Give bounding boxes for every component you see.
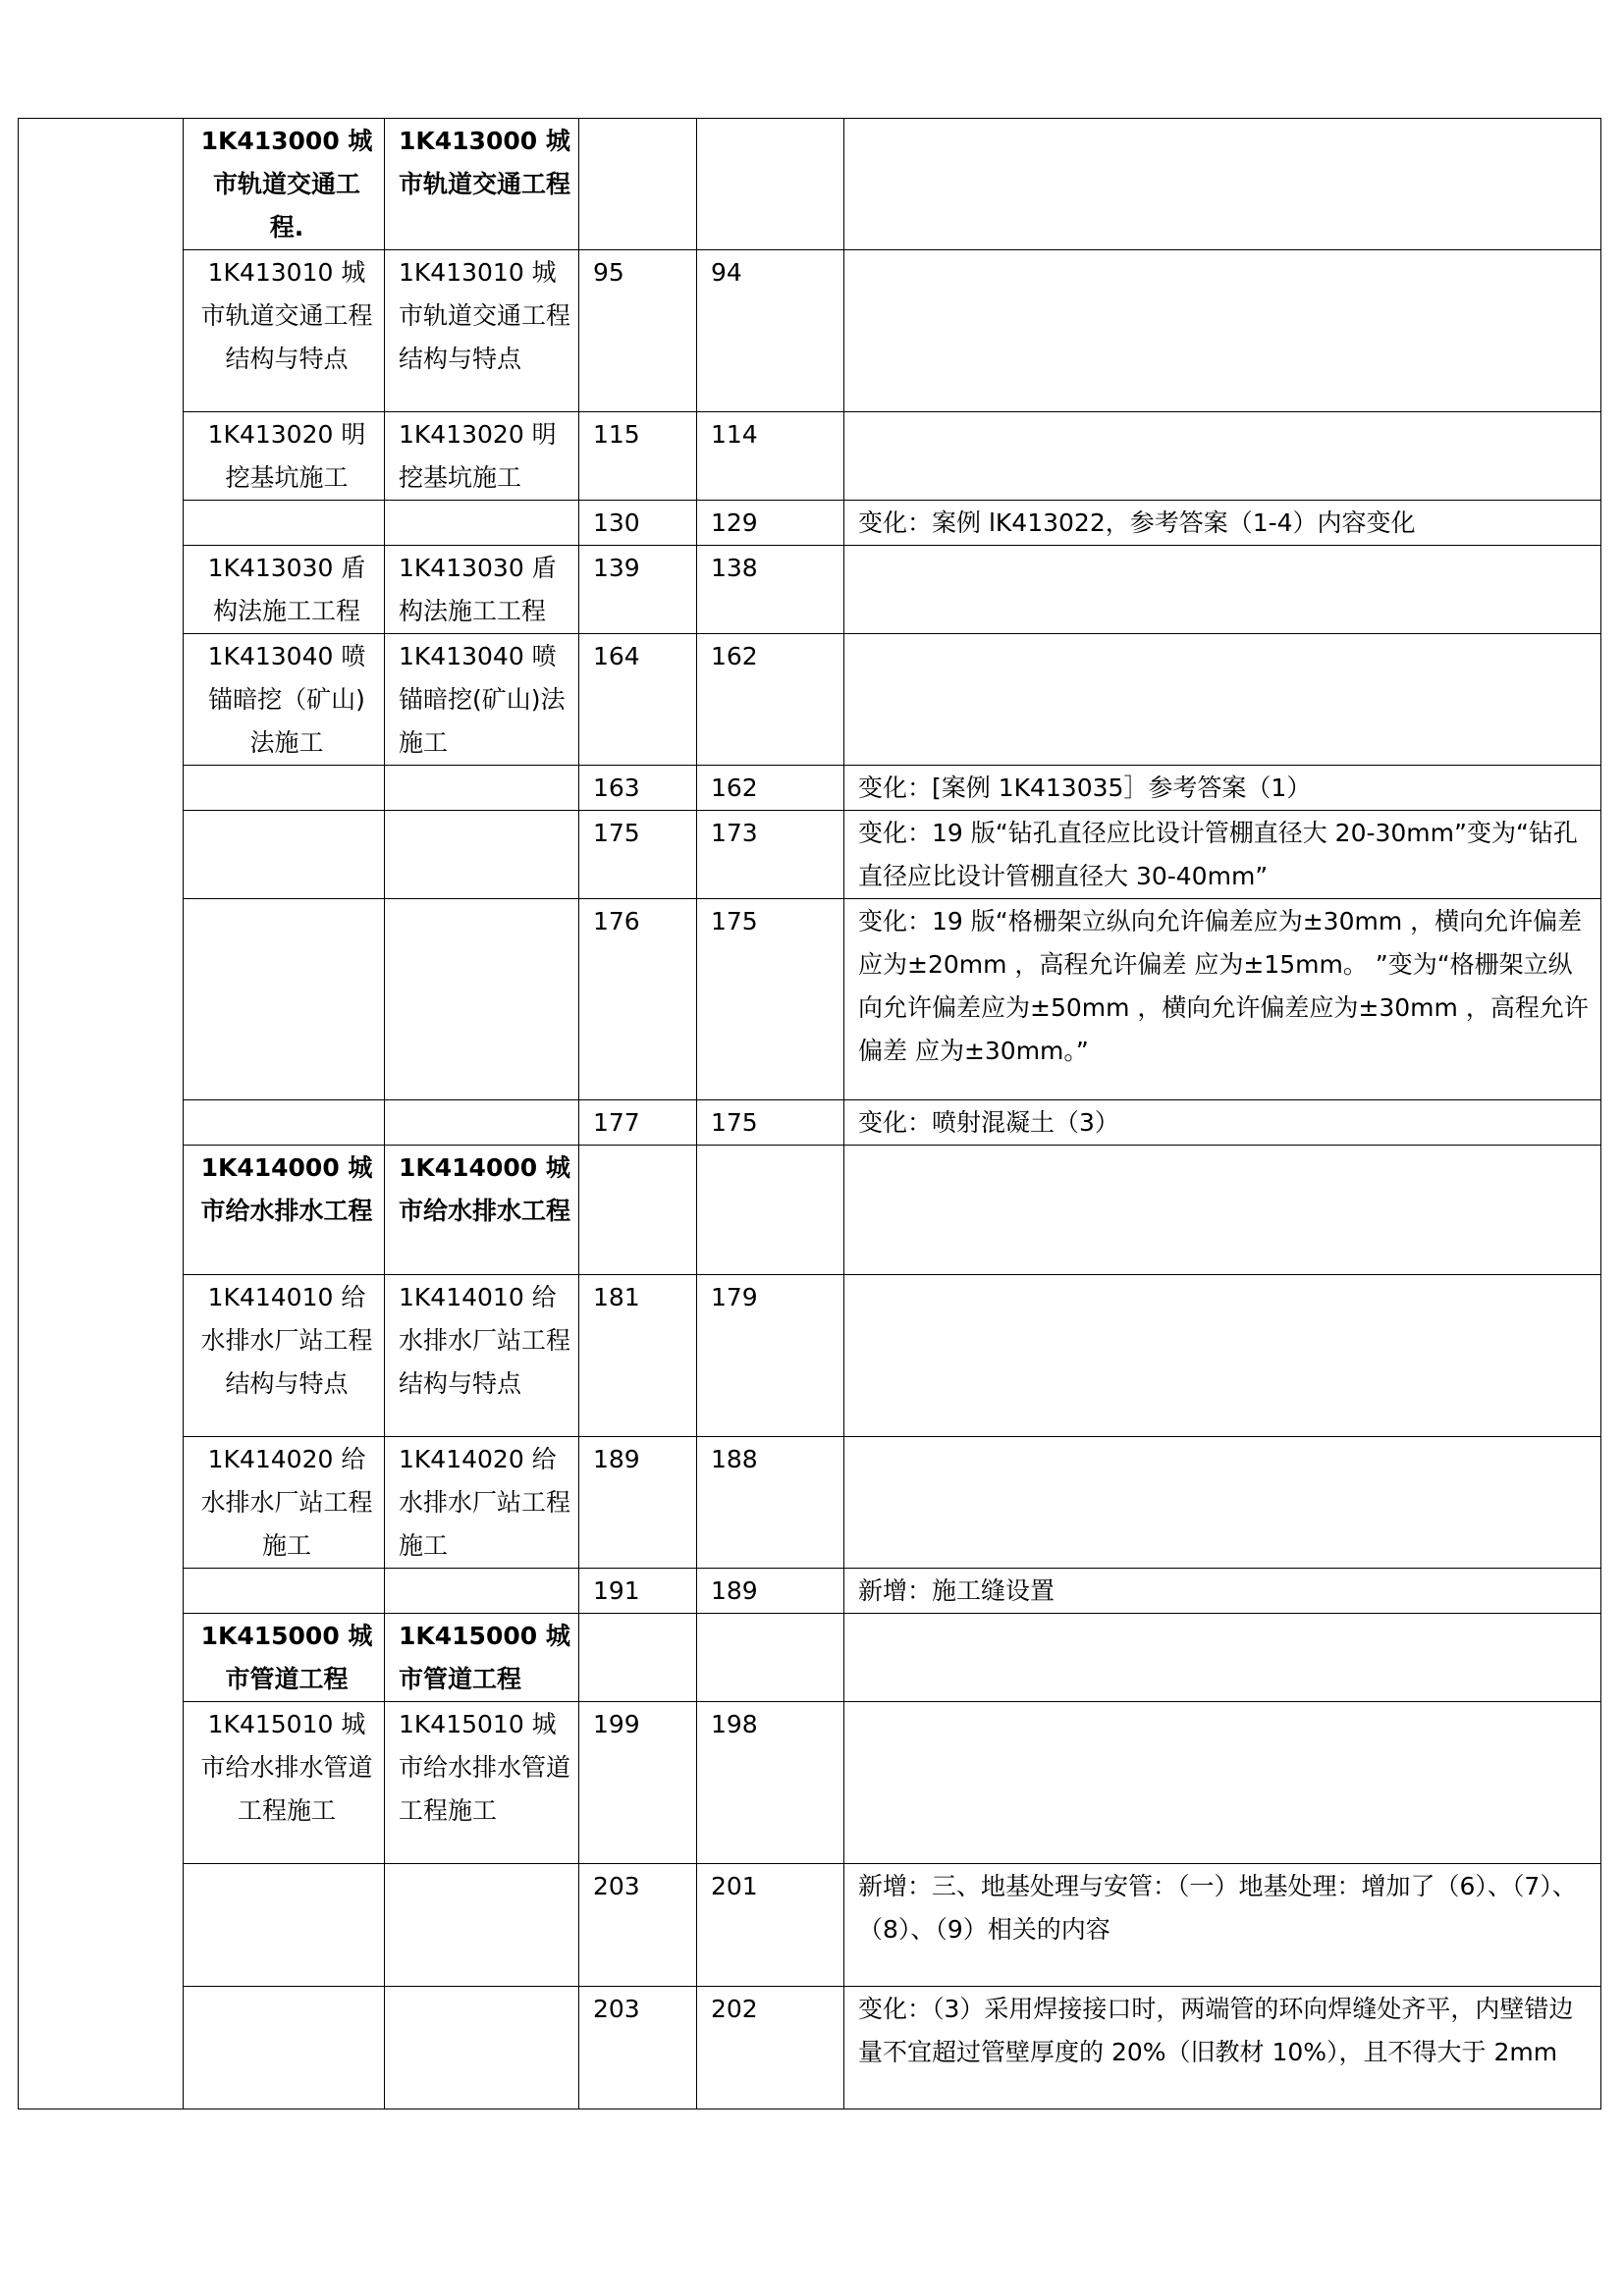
old-page-cell: 130 <box>579 501 697 546</box>
new-section-cell: 1K413000 城市轨道交通工程 <box>385 119 579 250</box>
change-note-cell <box>844 1437 1601 1569</box>
old-section-cell <box>184 1100 385 1146</box>
change-note-cell <box>844 412 1601 501</box>
new-section-cell: 1K413030 盾构法施工工程 <box>385 546 579 634</box>
new-page-cell: 201 <box>697 1864 844 1987</box>
old-section-cell: 1K414020 给水排水厂站工程施工 <box>184 1437 385 1569</box>
new-section-cell: 1K413040 喷锚暗挖(矿山)法施工 <box>385 634 579 766</box>
old-section-cell: 1K413040 喷锚暗挖（矿山)法施工 <box>184 634 385 766</box>
change-note-cell <box>844 1146 1601 1275</box>
table-row <box>19 1864 1601 1987</box>
new-page-cell: 198 <box>697 1702 844 1864</box>
table-row <box>19 634 1601 766</box>
old-page-cell: 203 <box>579 1864 697 1987</box>
change-note-cell <box>844 546 1601 634</box>
new-section-cell <box>385 1100 579 1146</box>
change-note-cell: 变化：19 版“钻孔直径应比设计管棚直径大 20-30mm”变为“钻孔直径应比设计管棚直径大 30-40mm” <box>844 811 1601 899</box>
new-section-cell: 1K414000 城市给水排水工程 <box>385 1146 579 1275</box>
new-page-cell: 173 <box>697 811 844 899</box>
new-section-cell: 1K414020 给水排水厂站工程施工 <box>385 1437 579 1569</box>
new-section-cell <box>385 899 579 1100</box>
old-section-cell: 1K413020 明挖基坑施工 <box>184 412 385 501</box>
old-section-cell <box>184 766 385 811</box>
table-row <box>19 119 1601 250</box>
change-note-cell <box>844 1275 1601 1437</box>
change-note-cell <box>844 250 1601 412</box>
table-row <box>19 546 1601 634</box>
old-page-cell: 139 <box>579 546 697 634</box>
new-page-cell <box>697 119 844 250</box>
old-page-cell <box>579 1146 697 1275</box>
change-note-cell <box>844 119 1601 250</box>
table-row <box>19 1702 1601 1864</box>
table-row <box>19 1275 1601 1437</box>
old-page-cell <box>579 1614 697 1702</box>
table-row <box>19 1987 1601 2109</box>
new-page-cell: 129 <box>697 501 844 546</box>
new-section-cell: 1K414010 给水排水厂站工程结构与特点 <box>385 1275 579 1437</box>
new-page-cell <box>697 1614 844 1702</box>
old-page-cell: 176 <box>579 899 697 1100</box>
new-page-cell: 202 <box>697 1987 844 2109</box>
old-section-cell <box>184 501 385 546</box>
table-row <box>19 250 1601 412</box>
old-section-cell: 1K415000 城市管道工程 <box>184 1614 385 1702</box>
change-note-cell <box>844 634 1601 766</box>
old-section-cell: 1K415010 城市给水排水管道工程施工 <box>184 1702 385 1864</box>
new-page-cell <box>697 1146 844 1275</box>
new-section-cell <box>385 766 579 811</box>
blank-first-column-cell <box>19 119 184 2109</box>
new-section-cell <box>385 1987 579 2109</box>
new-page-cell: 175 <box>697 899 844 1100</box>
table-row <box>19 1437 1601 1569</box>
change-note-cell: 新增：施工缝设置 <box>844 1569 1601 1614</box>
table-row <box>19 766 1601 811</box>
new-page-cell: 138 <box>697 546 844 634</box>
new-section-cell <box>385 1864 579 1987</box>
old-section-cell: 1K413000 城市轨道交通工程. <box>184 119 385 250</box>
table-row <box>19 1569 1601 1614</box>
change-note-cell: 变化：19 版“格栅架立纵向允许偏差应为±30mm ，横向允许偏差应为±20mm ，高程允许偏差 应为±15mm。 ”变为“格栅架立纵向允许偏差应为±50mm ，横向允许偏差应为±30mm ，高程允许偏差 应为±30mm。” <box>844 899 1601 1100</box>
old-section-cell <box>184 811 385 899</box>
new-section-cell: 1K415010 城市给水排水管道工程施工 <box>385 1702 579 1864</box>
new-section-cell <box>385 501 579 546</box>
old-page-cell: 164 <box>579 634 697 766</box>
new-page-cell: 189 <box>697 1569 844 1614</box>
old-section-cell <box>184 1569 385 1614</box>
table-row <box>19 1100 1601 1146</box>
comparison-table <box>18 118 1601 2109</box>
table-row <box>19 412 1601 501</box>
new-page-cell: 162 <box>697 766 844 811</box>
table-row <box>19 1146 1601 1275</box>
table-row <box>19 501 1601 546</box>
old-page-cell: 199 <box>579 1702 697 1864</box>
old-section-cell: 1K413030 盾构法施工工程 <box>184 546 385 634</box>
change-note-cell: 变化：案例 lK413022，参考答案（1-4）内容变化 <box>844 501 1601 546</box>
old-section-cell <box>184 899 385 1100</box>
change-note-cell: 变化：[案例 1K413035］参考答案（1） <box>844 766 1601 811</box>
new-page-cell: 162 <box>697 634 844 766</box>
new-section-cell <box>385 811 579 899</box>
new-section-cell: 1K413010 城市轨道交通工程结构与特点 <box>385 250 579 412</box>
new-page-cell: 175 <box>697 1100 844 1146</box>
new-section-cell: 1K413020 明挖基坑施工 <box>385 412 579 501</box>
new-section-cell: 1K415000 城市管道工程 <box>385 1614 579 1702</box>
old-section-cell: 1K414000 城市给水排水工程 <box>184 1146 385 1275</box>
new-page-cell: 179 <box>697 1275 844 1437</box>
old-page-cell <box>579 119 697 250</box>
old-section-cell <box>184 1864 385 1987</box>
old-page-cell: 177 <box>579 1100 697 1146</box>
table-row <box>19 1614 1601 1702</box>
old-page-cell: 191 <box>579 1569 697 1614</box>
change-note-cell <box>844 1614 1601 1702</box>
old-page-cell: 95 <box>579 250 697 412</box>
change-note-cell: 变化：（3）采用焊接接口时，两端管的环向焊缝处齐平，内壁错边量不宜超过管壁厚度的 20%（旧教材 10%），且不得大于 2mm <box>844 1987 1601 2109</box>
old-section-cell <box>184 1987 385 2109</box>
table-row <box>19 899 1601 1100</box>
old-page-cell: 203 <box>579 1987 697 2109</box>
old-page-cell: 175 <box>579 811 697 899</box>
table-row <box>19 811 1601 899</box>
new-page-cell: 114 <box>697 412 844 501</box>
table-body <box>19 119 1601 2109</box>
change-note-cell: 变化：喷射混凝土（3） <box>844 1100 1601 1146</box>
new-section-cell <box>385 1569 579 1614</box>
new-page-cell: 94 <box>697 250 844 412</box>
old-page-cell: 189 <box>579 1437 697 1569</box>
old-section-cell: 1K413010 城市轨道交通工程结构与特点 <box>184 250 385 412</box>
new-page-cell: 188 <box>697 1437 844 1569</box>
change-note-cell <box>844 1702 1601 1864</box>
old-page-cell: 163 <box>579 766 697 811</box>
old-section-cell: 1K414010 给水排水厂站工程结构与特点 <box>184 1275 385 1437</box>
old-page-cell: 115 <box>579 412 697 501</box>
change-note-cell: 新增：三、地基处理与安管：（一）地基处理：增加了（6）、（7）、（8）、（9）相关的内容 <box>844 1864 1601 1987</box>
old-page-cell: 181 <box>579 1275 697 1437</box>
